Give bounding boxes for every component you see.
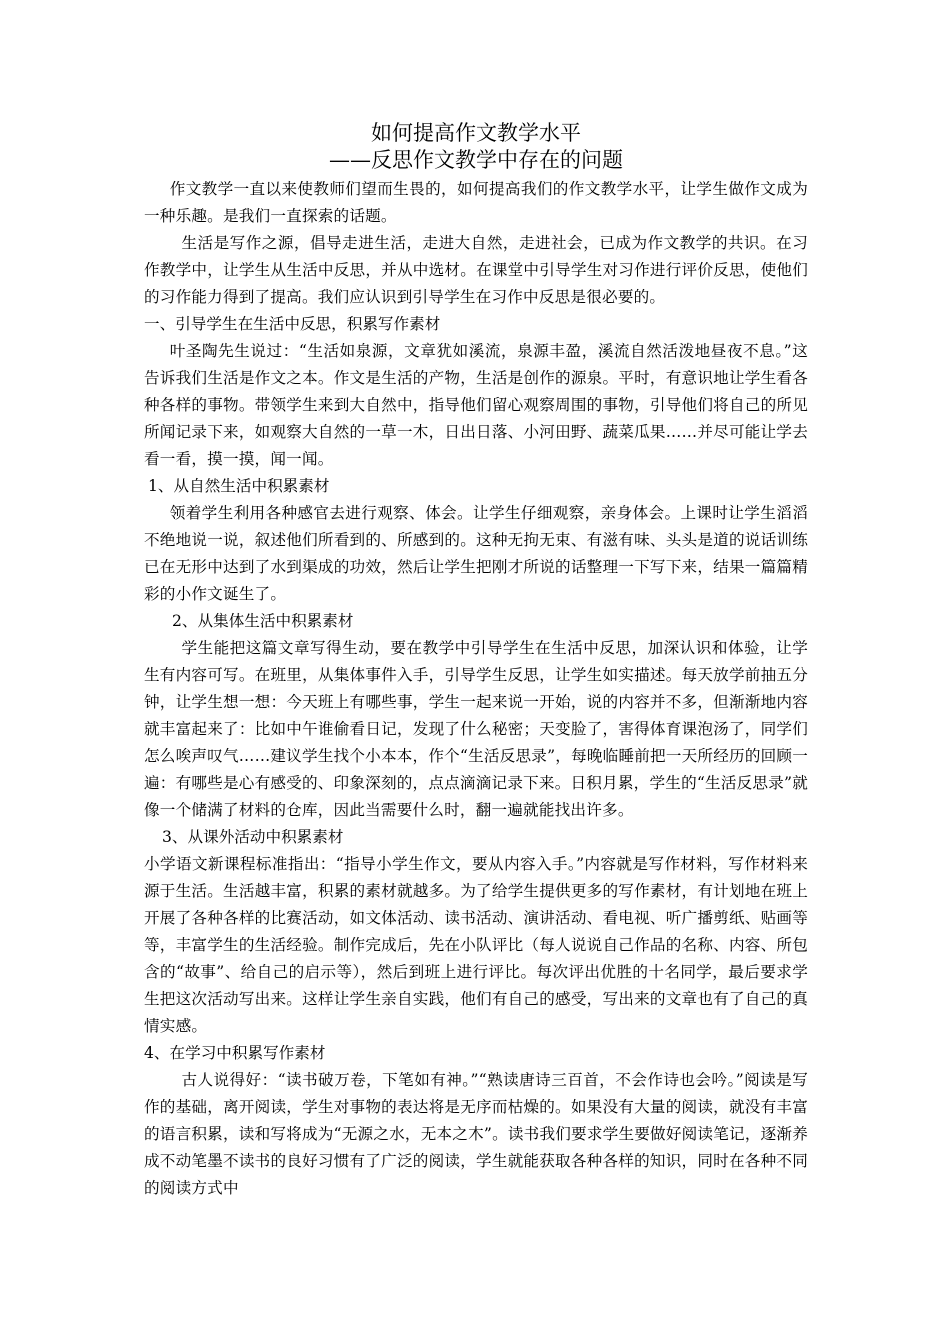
subsection-2-heading: 2、从集体生活中积累素材 [172,612,354,630]
subsection-1-heading: 1、从自然生活中积累素材 [148,477,330,495]
life-paragraph: 生活是写作之源，倡导走进生活，走进大自然，走进社会，已成为作文教学的共识。在习作教学中，让学生从生活中反思，并从中选材。在课堂中引导学生对习作进行评价反思，使他们的习作能力得到了提高。我们应认识到引导学生在习作中反思是很必要的。 [144,234,808,306]
subsection-4-heading: 4、在学习中积累写作素材 [144,1044,326,1062]
section-1-paragraph: 叶圣陶先生说过：“生活如泉源，文章犹如溪流，泉源丰盈，溪流自然活泼地昼夜不息。”这告诉我们生活是作文之本。作文是生活的产物，生活是创作的源泉。平时，有意识地让学生看各种各样的事物。带领学生来到大自然中，指导他们留心观察周围的事物，引导他们将自己的所见所闻记录下来，如观察大自然的一草一木，日出日落、小河田野、蔬菜瓜果……并尽可能让学去看一看，摸一摸，闻一闻。 [144,342,808,468]
subsection-3-paragraph: 小学语文新课程标准指出：“指导小学生作文，要从内容入手。”内容就是写作材料，写作材料来源于生活。生活越丰富，积累的素材就越多。为了给学生提供更多的写作素材，有计划地在班上开展了各种各样的比赛活动，如文体活动、读书活动、演讲活动、看电视、听广播剪纸、贴画等等，丰富学生的生活经验。制作完成后，先在小队评比（每人说说自己作品的名称、内容、所包含的“故事”、给自己的启示等），然后到班上进行评比。每次评出优胜的十名同学，最后要求学生把这次活动写出来。这样让学生亲自实践，他们有自己的感受，写出来的文章也有了自己的真情实感。 [144,855,808,1035]
intro-paragraph: 作文教学一直以来使教师们望而生畏的，如何提高我们的作文教学水平，让学生做作文成为一种乐趣。是我们一直探索的话题。 [144,180,808,225]
section-1-heading: 一、引导学生在生活中反思，积累写作素材 [144,315,441,333]
subsection-1-paragraph: 领着学生利用各种感官去进行观察、体会。让学生仔细观察，亲身体会。上课时让学生滔滔不绝地说一说，叙述他们所看到的、所感到的。这种无拘无束、有滋有味、头头是道的说话训练已在无形中达到了水到渠成的功效，然后让学生把刚才所说的话整理一下写下来，结果一篇篇精彩的小作文诞生了。 [144,504,808,603]
document-title: 如何提高作文教学水平 [371,121,581,145]
document-page [144,120,808,1202]
subsection-3-heading: 3、从课外活动中积累素材 [162,828,344,846]
document-subtitle: ——反思作文教学中存在的问题 [329,148,623,172]
subsection-4-paragraph: 古人说得好：“读书破万卷，下笔如有神。”“熟读唐诗三百首，不会作诗也会吟。”阅读是写作的基础，离开阅读，学生对事物的表达将是无序而枯燥的。如果没有大量的阅读，就没有丰富的语言积累，读和写将成为“无源之水，无本之木”。读书我们要求学生要做好阅读笔记，逐渐养成不动笔墨不读书的良好习惯有了广泛的阅读，学生就能获取各种各样的知识，同时在各种不同的阅读方式中 [144,1071,808,1197]
subsection-2-paragraph: 学生能把这篇文章写得生动，要在教学中引导学生在生活中反思，加深认识和体验，让学生有内容可写。在班里，从集体事件入手，引导学生反思，让学生如实描述。每天放学前抽五分钟，让学生想一想：今天班上有哪些事，学生一起来说一开始，说的内容并不多，但渐渐地内容就丰富起来了：比如中午谁偷看日记，发现了什么秘密；天变脸了，害得体育课泡汤了，同学们怎么唉声叹气……建议学生找个小本本，作个“生活反思录”，每晚临睡前把一天所经历的回顾一遍：有哪些是心有感受的、印象深刻的，点点滴滴记录下来。日积月累，学生的“生活反思录”就像一个储满了材料的仓库，因此当需要什么时，翻一遍就能找出许多。 [144,639,808,819]
